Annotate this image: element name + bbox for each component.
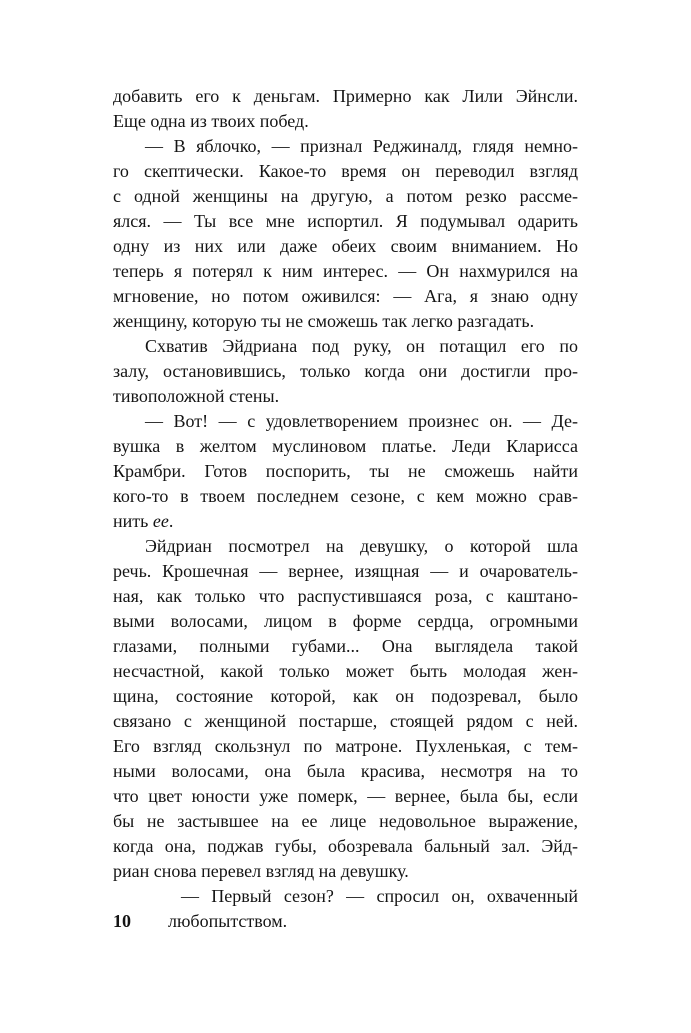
text-line: Крамбри. Готов поспорить, ты не сможешь найти [113,461,578,481]
text-line: выми волосами, лицом в форме сердца, огромными [113,611,578,631]
text-line: речь. Крошечная — вернее, изящная — и очарователь- [113,561,578,581]
text-segment: нить [113,511,153,531]
text-line: с одной женщины на другую, а потом резко рассме- [113,186,578,206]
text-line: добавить его к деньгам. Примерно как Лили Эйнсли. [113,86,578,106]
closing-text: любопытством. [168,911,288,931]
paragraph [113,884,578,909]
text-line: что цвет юности уже померк, — вернее, была бы, если [113,786,578,806]
text-line: Его взгляд скользнул по матроне. Пухленькая, с тем- [113,736,578,756]
text-line: тивоположной стены. [113,386,280,406]
text-line: — Первый сезон? — спросил он, охваченный [181,886,578,906]
text-line: глазами, полными губами... Она выглядела такой [113,636,578,656]
text-line: ными волосами, она была красива, несмотря на то [113,761,578,781]
text-line: залу, остановившись, только когда они достигли про- [113,361,578,381]
text-line: риан снова перевел взгляд на девушку. [113,861,409,881]
paragraph [113,409,578,534]
text-line: когда она, поджав губы, обозревала бальный зал. Эйд- [113,836,578,856]
italic-text: ее [152,511,169,531]
text-line: связано с женщиной постарше, стоящей рядом с ней. [113,711,578,731]
text-line: Эйдриан посмотрел на девушку, о которой шла [145,536,578,556]
paragraph [113,134,578,334]
text-line: Схватив Эйдриана под руку, он потащил его по [145,336,578,356]
page-number: 10 [113,911,131,931]
text-line: одну из них или даже обеих своим вниманием. Но [113,236,578,256]
text-line: мгновение, но потом оживился: — Ага, я знаю одну [113,286,578,306]
paragraph [113,84,578,134]
text-line: — Вот! — с удовлетворением произнес он. — Де- [145,411,578,431]
text-line: теперь я потерял к ним интерес. — Он нахмурился на [113,261,578,281]
text-line: — В яблочко, — признал Реджиналд, глядя немно- [145,136,578,156]
text-line: вушка в желтом муслиновом платье. Леди Кларисса [113,436,578,456]
text-line: несчастной, какой только может быть молодая жен- [113,661,578,681]
footer-line [113,909,578,934]
paragraph [113,334,578,409]
text-line: щина, состояние которой, как он подозревал, было [113,686,578,706]
text-segment: . [168,511,174,531]
text-line [113,509,578,534]
text-block [113,84,578,909]
text-line: бы не застывшее на ее лице недовольное выражение, [113,811,578,831]
text-line: Еще одна из твоих побед. [113,111,309,131]
text-line: го скептически. Какое-то время он переводил взгляд [113,161,578,181]
text-line: ная, как только что распустившаяся роза, с каштано- [113,586,578,606]
text-line: кого-то в твоем последнем сезоне, с кем можно срав- [113,486,578,506]
paragraph [113,534,578,884]
text-line: ялся. — Ты все мне испортил. Я подумывал одарить [113,211,578,231]
text-line: женщину, которую ты не сможешь так легко разгадать. [113,311,535,331]
